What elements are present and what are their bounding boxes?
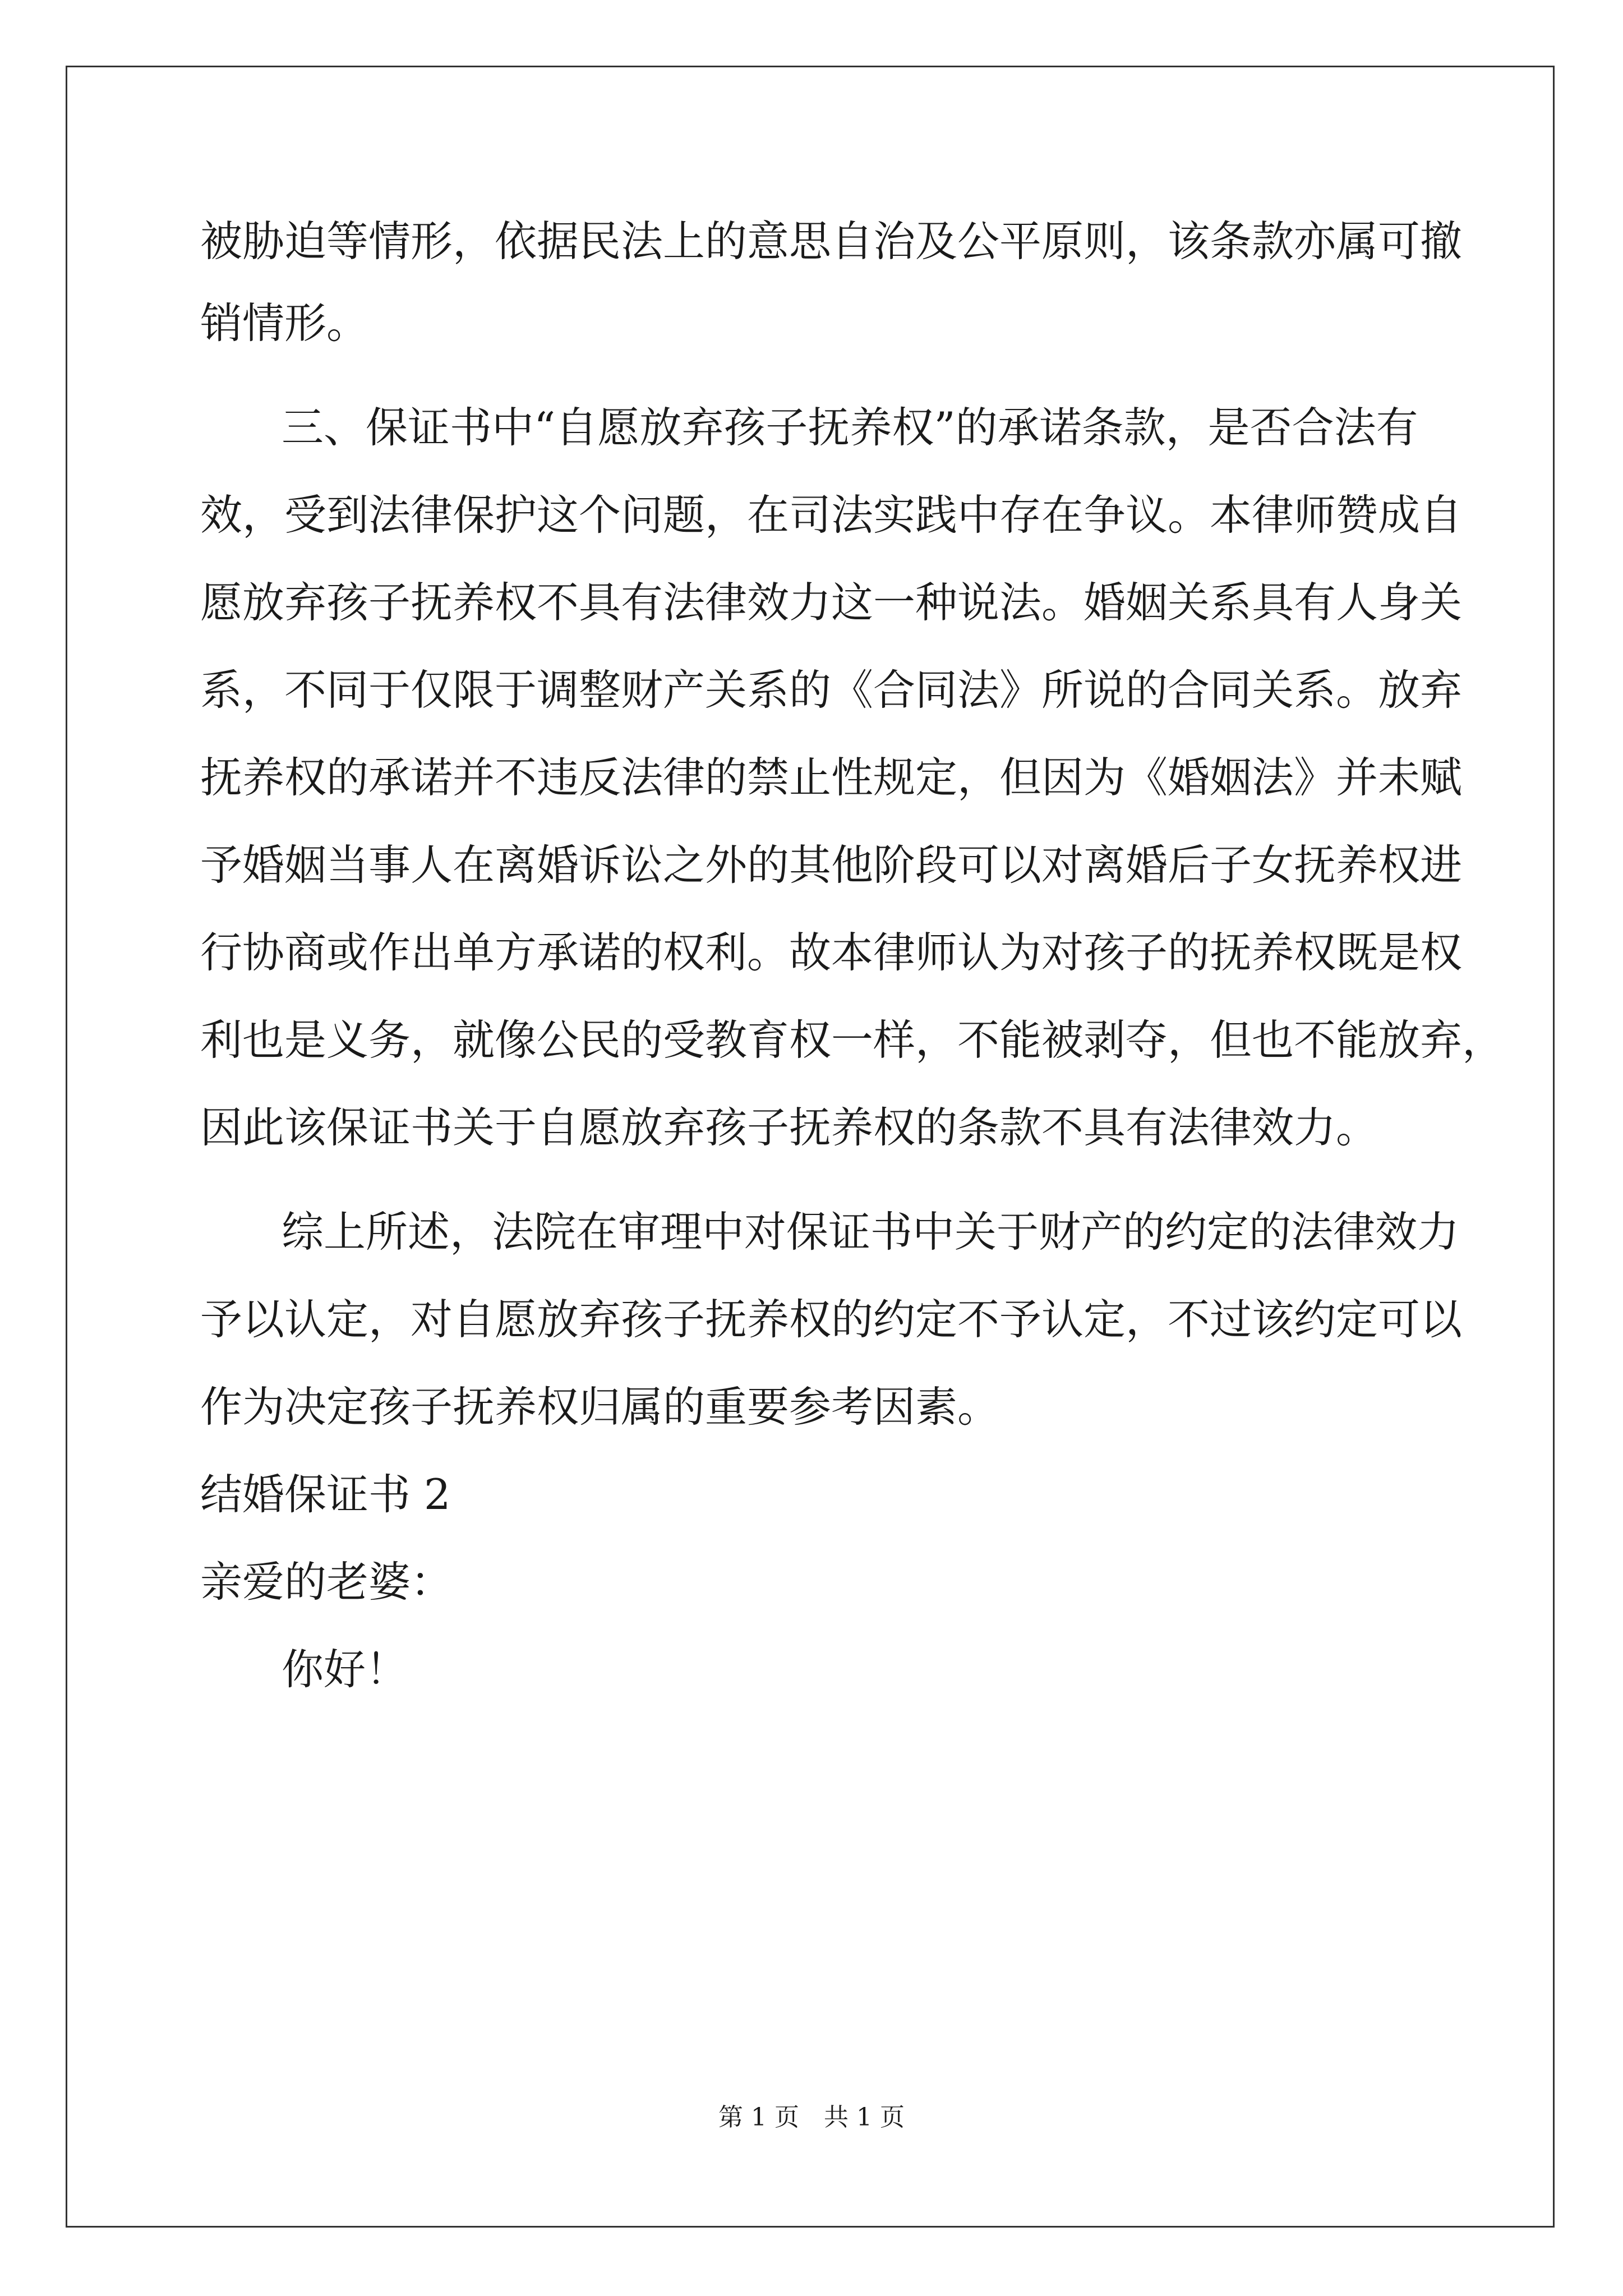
greeting: 你好！: [282, 1645, 408, 1694]
section-heading: 结婚保证书 2: [200, 1470, 451, 1519]
paragraph-start-line: 综上所述，法院在审理中对保证书中关于财产的约定的法律效力: [282, 1207, 1460, 1257]
salutation: 亲爱的老婆：: [200, 1557, 453, 1607]
text-line: 销情形。: [200, 298, 369, 348]
text-line: 作为决定孩子抚养权归属的重要参考因素。: [200, 1382, 1000, 1432]
text-line: 予婚姻当事人在离婚诉讼之外的其他阶段可以对离婚后子女抚养权进: [200, 840, 1463, 890]
paragraph-start-line: 三、保证书中“自愿放弃孩子抚养权”的承诺条款，是否合法有: [282, 403, 1418, 452]
text-line: 愿放弃孩子抚养权不具有法律效力这一种说法。婚姻关系具有人身关: [200, 578, 1463, 627]
text-line: 予以认定，对自愿放弃孩子抚养权的约定不予认定，不过该约定可以: [200, 1295, 1463, 1344]
text-line: 因此该保证书关于自愿放弃孩子抚养权的条款不具有法律效力。: [200, 1103, 1378, 1152]
page-footer: 第 1 页 共 1 页: [718, 2103, 905, 2132]
text-line: 利也是义务，就像公民的受教育权一样，不能被剥夺，但也不能放弃，: [200, 1015, 1505, 1065]
text-line: 效，受到法律保护这个问题，在司法实践中存在争议。本律师赞成自: [200, 490, 1463, 540]
text-line: 行协商或作出单方承诺的权利。故本律师认为对孩子的抚养权既是权: [200, 928, 1463, 977]
text-line: 系，不同于仅限于调整财产关系的《合同法》所说的合同关系。放弃: [200, 665, 1463, 715]
text-line: 抚养权的承诺并不违反法律的禁止性规定，但因为《婚姻法》并未赋: [200, 753, 1463, 802]
text-line: 被胁迫等情形，依据民法上的意思自治及公平原则，该条款亦属可撤: [200, 217, 1463, 266]
